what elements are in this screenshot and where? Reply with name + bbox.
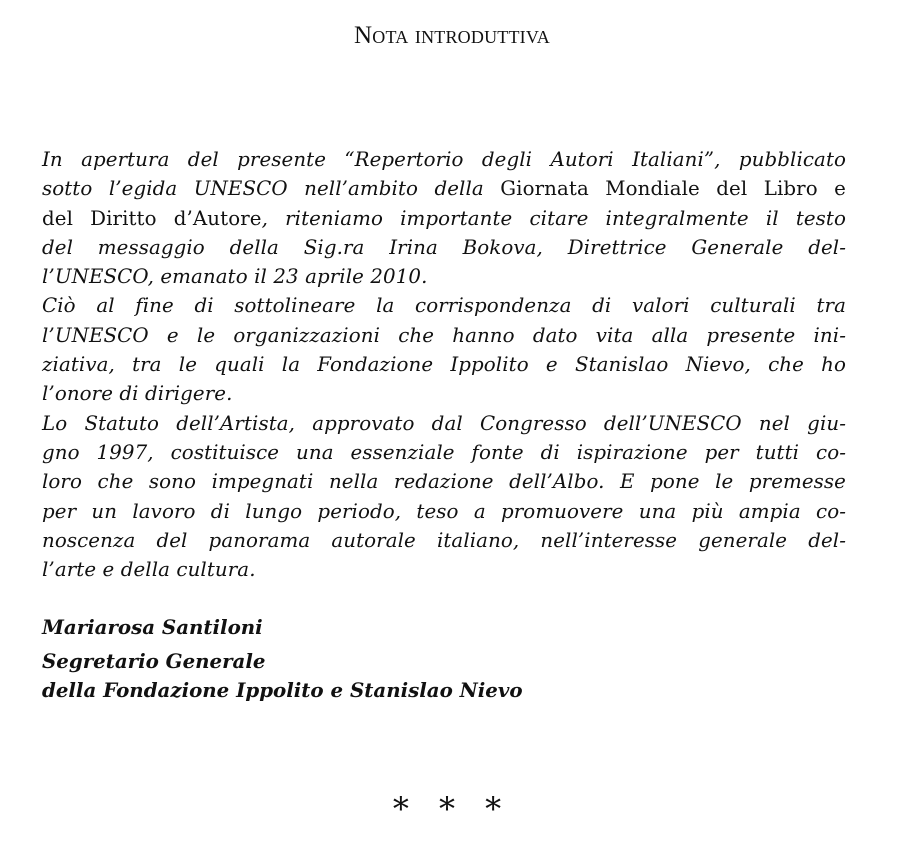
introductory-note-body (42, 145, 846, 584)
page-title: Nota introduttiva (354, 22, 550, 49)
italic-text: del messaggio della Sig.ra Irina Bokova, Direttrice Generale del- (42, 235, 846, 259)
text-line (42, 379, 846, 408)
italic-text: In apertura del presente “Repertorio degli Autori Italiani”, pubblicato (42, 148, 846, 171)
paragraph (42, 291, 846, 408)
text-line (42, 467, 846, 496)
signatory-name: Mariarosa Santiloni (42, 615, 263, 639)
text-line (42, 321, 846, 350)
signature-block (42, 613, 862, 705)
text-line (42, 204, 846, 233)
text-line (42, 526, 846, 555)
signatory-organization: della Fondazione Ippolito e Stanislao Nievo (42, 678, 523, 702)
upright-text: Giornata Mondiale del Libro e (500, 177, 846, 201)
paragraph (42, 409, 846, 585)
italic-text: noscenza del panorama autorale italiano, nell’interesse generale del- (42, 528, 846, 552)
paragraph (42, 145, 846, 291)
italic-text: sotto l’egida UNESCO nell’ambito della (42, 177, 501, 201)
italic-text: gno 1997, costituisce una essenziale fonte di ispirazione per tutti co- (42, 440, 846, 464)
italic-text: l’UNESCO e le organizzazioni che hanno dato vita alla presente ini- (42, 323, 846, 347)
text-line (42, 262, 846, 291)
text-line (42, 350, 846, 379)
italic-text: per un lavoro di lungo periodo, teso a promuovere una più ampia co- (42, 499, 846, 523)
text-line (42, 233, 846, 262)
text-line (42, 174, 846, 203)
italic-text: l’UNESCO, emanato il 23 aprile 2010. (42, 265, 428, 289)
section-separator: * * * (392, 790, 512, 828)
italic-text: Lo Statuto dell’Artista, approvato dal Congresso dell’UNESCO nel giu- (42, 411, 846, 435)
text-line (42, 409, 846, 438)
signatory-role: Segretario Generale (42, 649, 266, 673)
text-line (42, 555, 846, 584)
italic-text: l’onore di dirigere. (42, 382, 233, 406)
upright-text: del Diritto d’Autore (42, 206, 262, 230)
italic-text: , riteniamo importante citare integralmente il testo (261, 206, 846, 230)
italic-text: Ciò al fine di sottolineare la corrispondenza di valori culturali tra (42, 294, 846, 318)
italic-text: l’arte e della cultura. (42, 558, 256, 582)
text-line (42, 291, 846, 320)
italic-text: ziativa, tra le quali la Fondazione Ippolito e Stanislao Nievo, che ho (42, 353, 846, 377)
text-line (42, 497, 846, 526)
italic-text: loro che sono impegnati nella redazione dell’Albo. E pone le premesse (42, 470, 846, 494)
text-line (42, 145, 846, 174)
text-line (42, 438, 846, 467)
